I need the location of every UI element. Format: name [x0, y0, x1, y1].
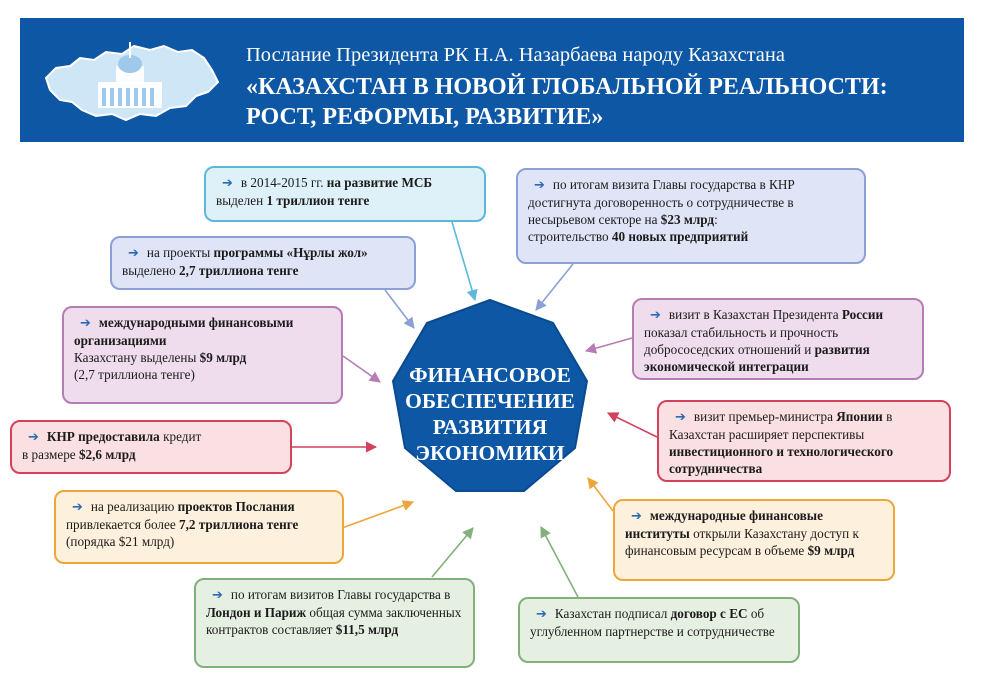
arrow-icon: ➔ [631, 509, 642, 524]
box-russia-visit: ➔ визит в Казахстан Президента России показал стабильность и прочность добрососедских отношений и развития экономической интеграции [632, 298, 924, 380]
arrow-icon: ➔ [675, 410, 686, 425]
arrow-icon: ➔ [536, 607, 547, 622]
center-hub-title: ФИНАНСОВОЕ ОБЕСПЕЧЕНИЕ РАЗВИТИЯ ЭКОНОМИКИ [405, 363, 575, 465]
box-poslanie-projects: ➔ на реализацию проектов Послания привлекается более 7,2 триллиона тенге (порядка $21 млрд) [54, 490, 344, 564]
box-msb: ➔ в 2014-2015 гг. на развитие МСБ выделен 1 триллион тенге [204, 166, 486, 222]
header-title-line1: «КАЗАХСТАН В НОВОЙ ГЛОБАЛЬНОЙ РЕАЛЬНОСТИ: [246, 74, 888, 100]
arrow-icon: ➔ [534, 178, 545, 193]
box-london-paris: ➔ по итогам визитов Главы государства в Лондон и Париж общая сумма заключенных контрактов составляет $11,5 млрд [194, 578, 475, 668]
box-knr-credit: ➔ КНР предоставила кредит в размере $2,6 млрд [10, 420, 292, 474]
box-japan-visit: ➔ визит премьер-министра Японии в Казахстан расширяет перспективы инвестиционного и технологического сотрудничества [657, 400, 951, 482]
box-china-visit: ➔ по итогам визита Главы государства в КНР достигнута договоренность о сотрудничестве в несырьевом секторе на $23 млрд: строительство 40 новых предприятий [516, 168, 866, 264]
header-title-line2: РОСТ, РЕФОРМЫ, РАЗВИТИЕ» [246, 104, 604, 130]
arrow-icon: ➔ [222, 176, 233, 191]
box-nurly-zhol: ➔ на проекты программы «Нұрлы жол» выделено 2,7 триллиона тенге [110, 236, 416, 290]
arrow-icon: ➔ [212, 588, 223, 603]
box-intl-organizations: ➔ международными финансовыми организациями Казахстану выделены $9 млрд (2,7 триллиона тенге) [62, 306, 343, 404]
arrow-icon: ➔ [80, 316, 91, 331]
arrow-icon: ➔ [72, 500, 83, 515]
arrow-icon: ➔ [128, 246, 139, 261]
box-intl-institutions: ➔ международные финансовые институты открыли Казахстану доступ к финансовым ресурсам в объеме $9 млрд [613, 499, 895, 581]
arrow-icon: ➔ [650, 308, 661, 323]
arrow-icon: ➔ [28, 430, 39, 445]
header-subtitle: Послание Президента РК Н.А. Назарбаева народу Казахстана [246, 44, 785, 66]
box-eu-agreement: ➔ Казахстан подписал договор с ЕС об углубленном партнерстве и сотрудничестве [518, 597, 800, 663]
